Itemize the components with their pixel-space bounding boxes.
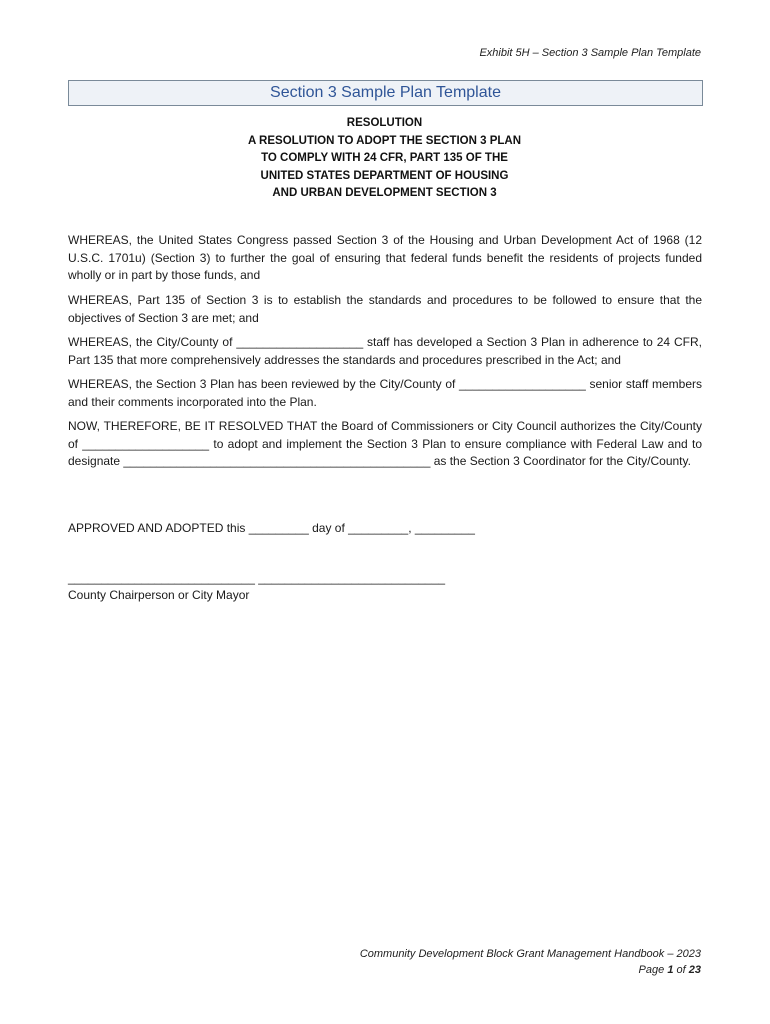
page-title: Section 3 Sample Plan Template (270, 84, 501, 101)
now-therefore-paragraph: NOW, THEREFORE, BE IT RESOLVED THAT the Board of Commissioners or City Council authorizes the City/County of ___________________ to adopt and implement the Section 3 Plan to ensure compliance with Federal Law and to designate ______________________________________________ as the Section 3 Coordinator for the City/County. (68, 419, 702, 468)
whereas-paragraph-2: WHEREAS, Part 135 of Section 3 is to establish the standards and procedures to be followed to ensure that the objectives of Section 3 are met; and (68, 293, 702, 325)
page-footer (360, 946, 701, 978)
page-current: 1 (667, 964, 674, 976)
resolution-heading (68, 115, 701, 203)
resolution-line: UNITED STATES DEPARTMENT OF HOUSING (260, 169, 509, 182)
signature-lines: ____________________________ ____________________________ (68, 571, 446, 585)
page-number (360, 962, 701, 978)
footer-handbook-title: Community Development Block Grant Management Handbook – 2023 (359, 948, 701, 960)
resolution-line: A RESOLUTION TO ADOPT THE SECTION 3 PLAN (247, 134, 522, 147)
signature-label: County Chairperson or City Mayor (68, 588, 250, 602)
page-total: 23 (688, 964, 701, 976)
resolution-line: TO COMPLY WITH 24 CFR, PART 135 OF THE (261, 152, 508, 164)
whereas-paragraph-4: WHEREAS, the Section 3 Plan has been reviewed by the City/County of ___________________ senior staff members and their comments incorporated into the Plan. (68, 377, 702, 409)
whereas-paragraph-1: WHEREAS, the United States Congress passed Section 3 of the Housing and Urban Development Act of 1968 (12 U.S.C. 1701u) (Section 3) to further the goal of ensuring that federal funds benefit the residents of projects funded wholly or in part by those funds, and (68, 233, 702, 282)
title-box (68, 80, 703, 106)
exhibit-header-note: Exhibit 5H – Section 3 Sample Plan Template (479, 47, 701, 59)
page-of: of (676, 964, 686, 976)
approval-line: APPROVED AND ADOPTED this _________ day of _________, _________ (68, 521, 475, 535)
page-prefix: Page (638, 964, 665, 976)
resolution-line: AND URBAN DEVELOPMENT SECTION 3 (272, 187, 497, 199)
whereas-paragraph-3: WHEREAS, the City/County of ___________________ staff has developed a Section 3 Plan in adherence to 24 CFR, Part 135 that more comprehensively addresses the standards and procedures prescribed in the Act; and (68, 335, 702, 367)
resolution-line: RESOLUTION (346, 117, 423, 129)
